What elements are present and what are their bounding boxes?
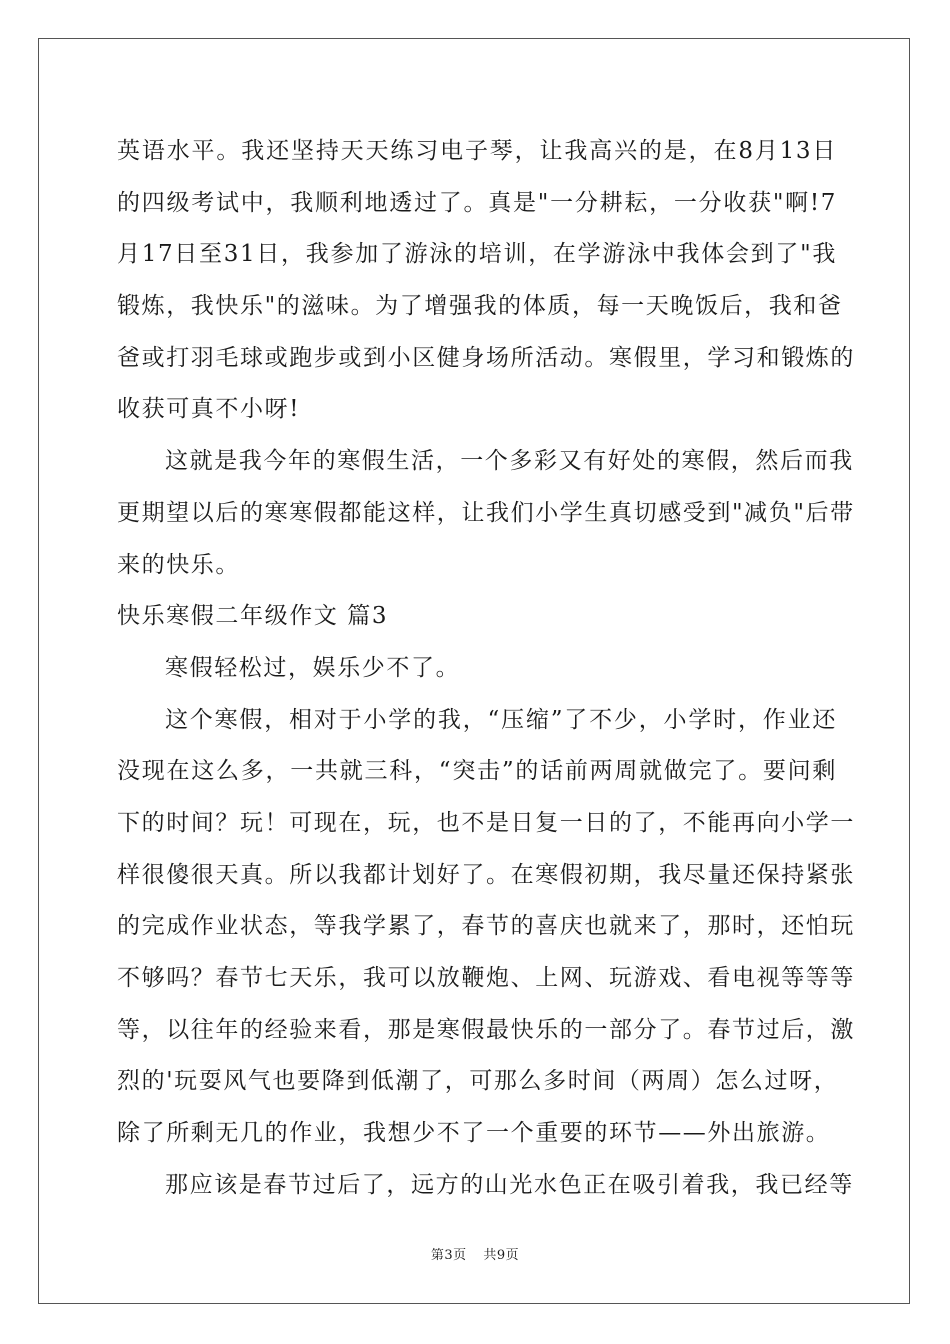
- text-line: 这个寒假，相对于小学的我，“压缩”了不少，小学时，作业还: [165, 706, 837, 733]
- text-line: 除了所剩无几的作业，我想少不了一个重要的环节——外出旅游。: [117, 1120, 831, 1147]
- text-line: 没现在这么多，一共就三科，“突击”的话前两周就做完了。要问剩: [117, 758, 837, 785]
- text-line: 寒假轻松过，娱乐少不了。: [165, 654, 461, 681]
- text-line: 锻炼，我快乐"的滋味。为了增强我的体质，每一天晚饭后，我和爸: [117, 293, 843, 320]
- text-line: 快乐寒假二年级作文 篇3: [117, 603, 389, 630]
- text-line: 那应该是春节过后了，远方的山光水色正在吸引着我，我已经等: [165, 1171, 854, 1198]
- text-line: 这就是我今年的寒假生活，一个多彩又有好处的寒假，然后而我: [165, 448, 854, 475]
- document-body: [117, 126, 855, 1211]
- text-line: 更期望以后的寒寒假都能这样，让我们小学生真切感受到"减负"后带: [117, 499, 855, 526]
- text-line: 英语水平。我还坚持天天练习电子琴，让我高兴的是，在8月13日: [117, 138, 837, 164]
- text-line: 样很傻很天真。所以我都计划好了。在寒假初期，我尽量还保持紧张: [117, 861, 855, 888]
- text-line: 不够吗？春节七天乐，我可以放鞭炮、上网、玩游戏、看电视等等等: [117, 965, 855, 991]
- text-line: 月17日至31日，我参加了游泳的培训，在学游泳中我体会到了"我: [117, 241, 837, 268]
- page-footer: [0, 1244, 950, 1263]
- text-line: 爸或打羽毛球或跑步或到小区健身场所活动。寒假里，学习和锻炼的: [117, 344, 855, 371]
- text-line: 等，以往年的经验来看，那是寒假最快乐的一部分了。春节过后，激: [117, 1016, 855, 1043]
- text-line: 收获可真不小呀!: [117, 396, 301, 423]
- text-line: 来的快乐。: [117, 551, 240, 578]
- text-line: 烈的'玩耍风气也要降到低潮了，可那么多时间（两周）怎么过呀，: [117, 1068, 839, 1095]
- page-total: 共9页: [483, 1248, 520, 1263]
- text-line: 下的时间？玩！可现在，玩，也不是日复一日的了，不能再向小学一: [117, 809, 855, 836]
- text-line: 的完成作业状态，等我学累了，春节的喜庆也就来了，那时，还怕玩: [117, 913, 855, 940]
- page-number: 第3页: [430, 1248, 467, 1263]
- text-line: 的四级考试中，我顺利地透过了。真是"一分耕耘，一分收获"啊!7: [117, 189, 837, 216]
